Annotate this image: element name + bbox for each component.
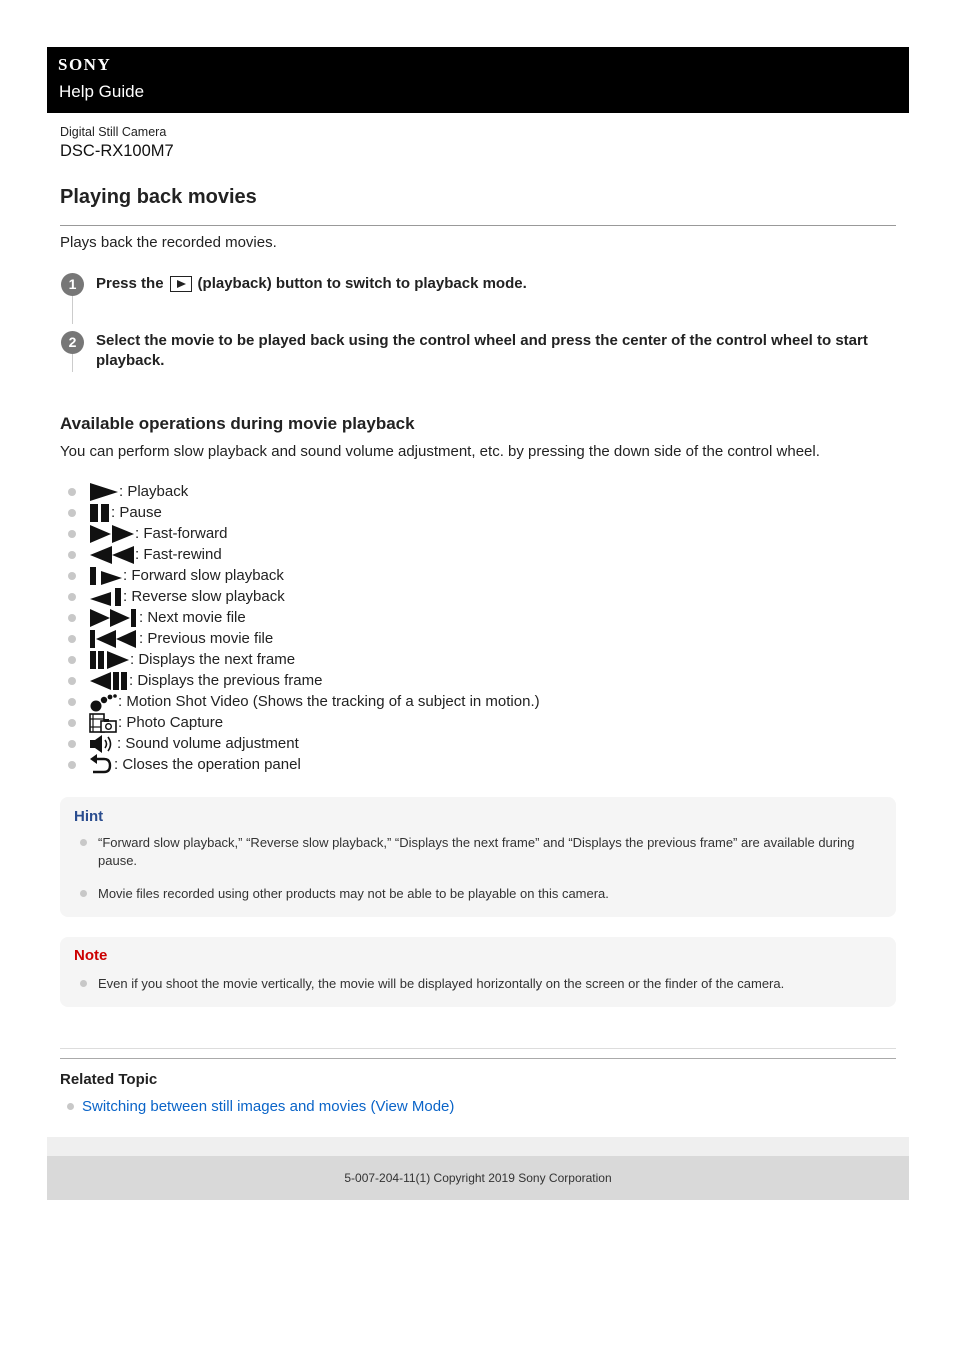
operations-description: You can perform slow playback and sound volume adjustment, etc. by pressing the down side of the control wheel. — [60, 443, 820, 460]
list-item — [68, 628, 540, 649]
bullet — [68, 677, 76, 685]
bullet — [68, 635, 76, 643]
operation-label: : Sound volume adjustment — [117, 735, 299, 752]
related-divider-top — [60, 1048, 896, 1049]
operations-heading: Available operations during movie playback — [60, 414, 415, 433]
list-item — [68, 733, 540, 754]
product-category: Digital Still Camera — [60, 125, 167, 139]
operation-label: : Next movie file — [139, 609, 246, 626]
bullet — [67, 1103, 74, 1110]
hint-item-text: Movie files recorded using other products may not be able to be playable on this camera. — [98, 886, 609, 901]
hint-box — [60, 797, 896, 917]
step-1-number: 1 — [61, 273, 84, 296]
step-2-connector — [72, 354, 73, 372]
next-file-icon — [89, 608, 139, 628]
forward-slow-icon — [89, 566, 123, 586]
next-frame-icon — [89, 650, 130, 670]
step-2-text: Select the movie to be played back using the control wheel and press the center of the control wheel to start playback. — [96, 332, 868, 369]
reverse-slow-icon — [89, 587, 123, 607]
bullet — [68, 572, 76, 580]
sony-logo: SONY — [58, 55, 112, 74]
photo-capture-icon — [89, 713, 118, 733]
hint-item — [80, 834, 880, 870]
title-divider — [60, 225, 896, 226]
previous-frame-icon — [89, 671, 129, 691]
step-1-text-after: (playback) button to switch to playback mode. — [197, 275, 527, 292]
header-bar — [47, 47, 909, 113]
operation-label: : Closes the operation panel — [114, 756, 301, 773]
copyright-text: 5-007-204-11(1) Copyright 2019 Sony Corporation — [344, 1171, 612, 1185]
bullet — [80, 980, 87, 987]
list-item — [68, 607, 540, 628]
footer-band — [47, 1137, 909, 1156]
list-item — [68, 586, 540, 607]
bullet — [68, 530, 76, 538]
operation-label: : Pause — [111, 504, 162, 521]
bullet — [68, 593, 76, 601]
bullet — [68, 698, 76, 706]
return-icon — [89, 755, 114, 775]
list-item — [68, 523, 540, 544]
step-1-connector — [72, 296, 73, 324]
related-topic-item — [67, 1098, 454, 1115]
list-item — [68, 649, 540, 670]
list-item — [68, 565, 540, 586]
note-item — [80, 975, 880, 993]
related-topic-heading: Related Topic — [60, 1071, 158, 1088]
bullet — [68, 614, 76, 622]
list-item — [68, 502, 540, 523]
bullet — [68, 509, 76, 517]
list-item — [68, 481, 540, 502]
operation-label: : Motion Shot Video (Shows the tracking of a subject in motion.) — [118, 693, 540, 710]
hint-item — [80, 885, 880, 903]
bullet — [80, 890, 87, 897]
note-heading: Note — [74, 947, 108, 964]
operation-label: : Displays the previous frame — [129, 672, 323, 689]
step-2-number: 2 — [61, 331, 84, 354]
bullet — [68, 761, 76, 769]
list-item — [68, 670, 540, 691]
operation-label: : Displays the next frame — [130, 651, 296, 668]
fast-forward-icon — [89, 524, 135, 544]
list-item — [68, 712, 540, 733]
operation-label: : Fast-forward — [135, 525, 228, 542]
pause-icon — [89, 503, 111, 523]
step-1-text-before: Press the — [96, 275, 164, 292]
previous-file-icon — [89, 629, 139, 649]
operation-label: : Photo Capture — [118, 714, 224, 731]
list-item — [68, 754, 540, 775]
product-model: DSC-RX100M7 — [60, 142, 174, 160]
step-1-text — [96, 274, 886, 294]
bullet — [68, 656, 76, 664]
playback-button-icon — [170, 276, 192, 292]
list-item — [68, 691, 540, 712]
motion-shot-icon — [89, 692, 118, 712]
page-intro: Plays back the recorded movies. — [60, 234, 277, 251]
play-icon — [89, 482, 119, 502]
page-title: Playing back movies — [60, 186, 257, 208]
bullet — [68, 719, 76, 727]
note-item-text: Even if you shoot the movie vertically, the movie will be displayed horizontally on the screen or the finder of the camera. — [98, 976, 785, 991]
operation-label: : Playback — [119, 483, 189, 500]
hint-heading: Hint — [74, 808, 104, 825]
operations-list — [68, 481, 540, 775]
volume-icon — [89, 734, 117, 754]
operation-label: : Fast-rewind — [135, 546, 222, 563]
bullet — [80, 839, 87, 846]
help-guide-label: Help Guide — [59, 82, 145, 101]
list-item — [68, 544, 540, 565]
hint-item-text: “Forward slow playback,” “Reverse slow playback,” “Displays the next frame” and “Displays the previous frame” are available during pause. — [98, 835, 855, 868]
operation-label: : Forward slow playback — [123, 567, 284, 584]
footer — [47, 1156, 909, 1200]
related-divider — [60, 1058, 896, 1059]
operation-label: : Reverse slow playback — [123, 588, 285, 605]
bullet — [68, 740, 76, 748]
related-topic-link[interactable]: Switching between still images and movies (View Mode) — [82, 1098, 455, 1115]
note-box — [60, 937, 896, 1007]
operation-label: : Previous movie file — [139, 630, 274, 647]
fast-rewind-icon — [89, 545, 135, 565]
bullet — [68, 551, 76, 559]
bullet — [68, 488, 76, 496]
